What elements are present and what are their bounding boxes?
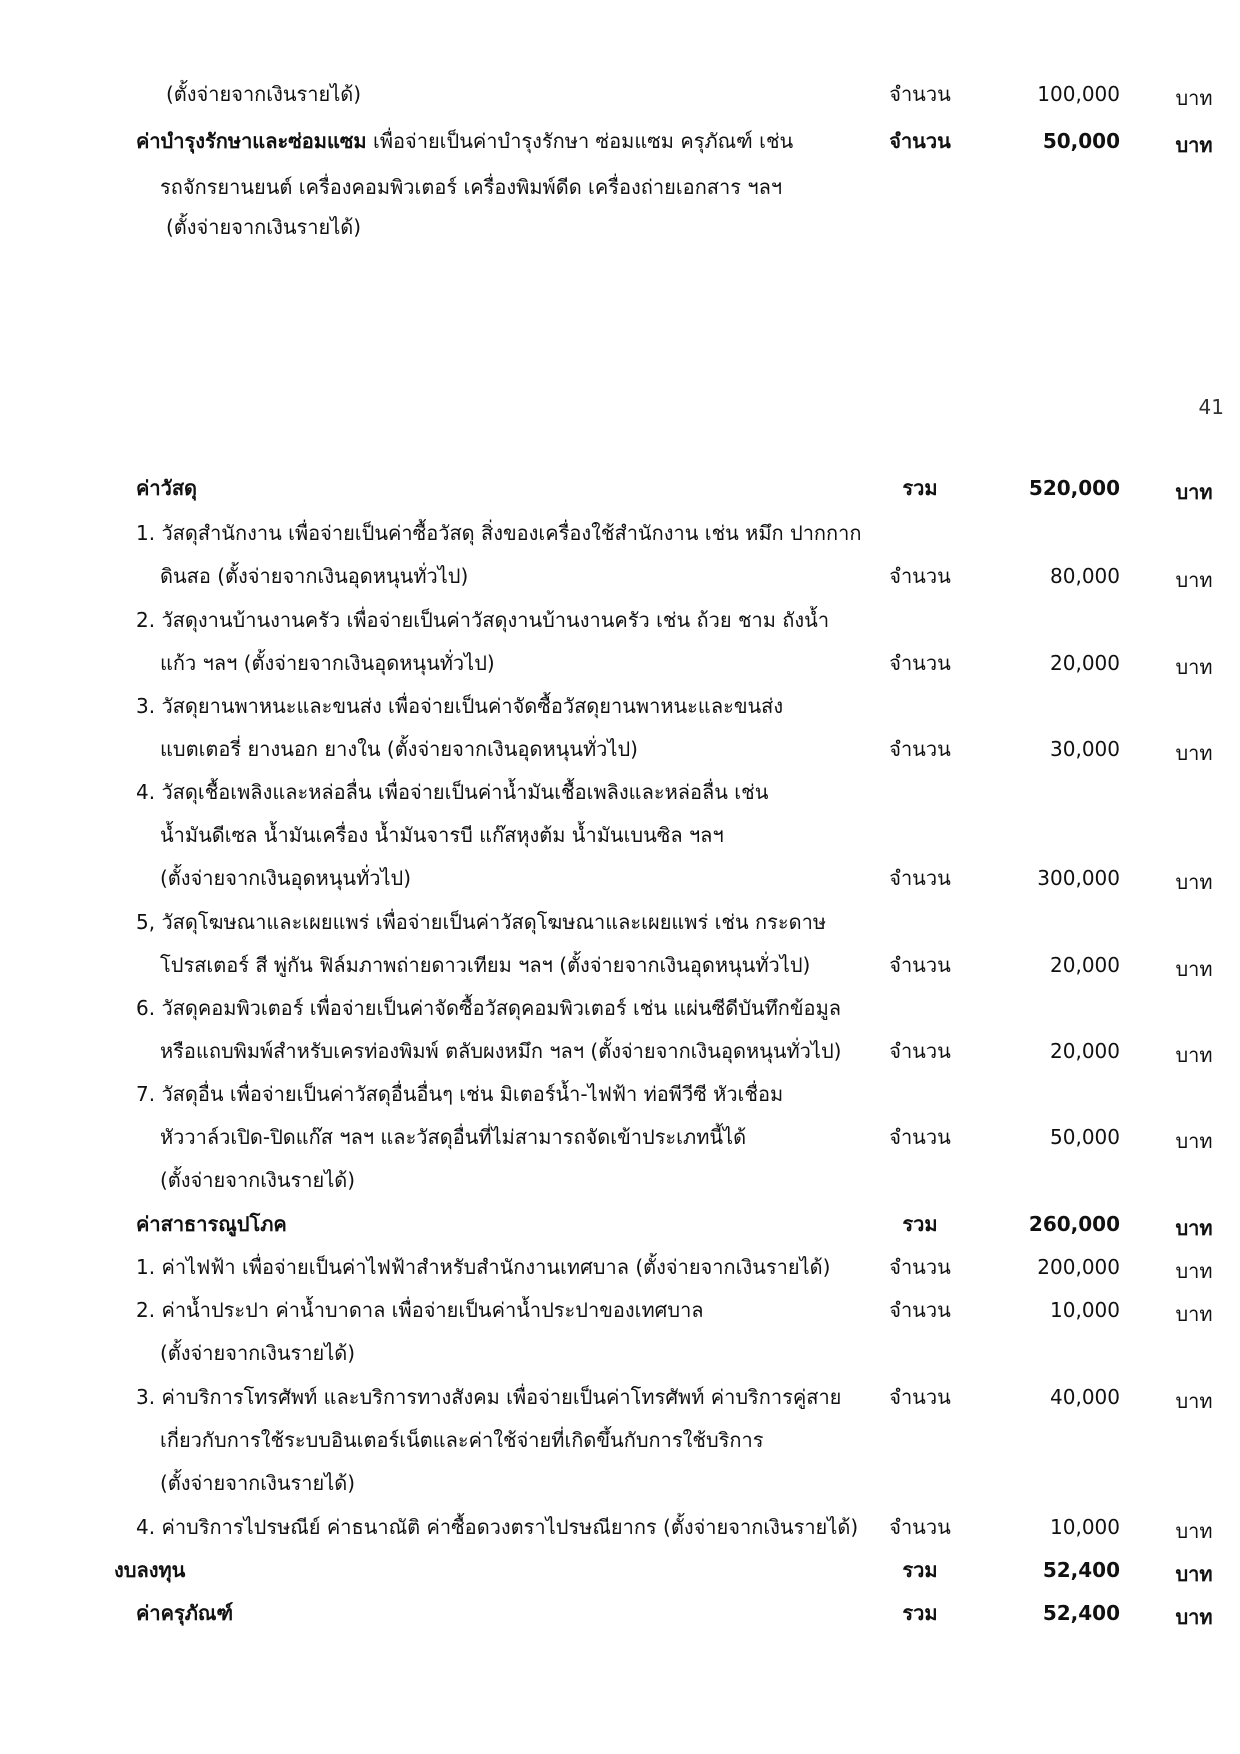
total-keyword: รวม bbox=[902, 1558, 938, 1582]
unit-label: บาท bbox=[1175, 1043, 1213, 1067]
amount-keyword: จำนวน bbox=[889, 1515, 951, 1539]
unit-label: บาท bbox=[1175, 1562, 1213, 1586]
amount-value: 100,000 bbox=[1037, 82, 1120, 106]
amount-value: 20,000 bbox=[1050, 953, 1120, 977]
total-keyword: รวม bbox=[902, 1601, 938, 1625]
list-item: 3. ค่าบริการโทรศัพท์ และบริการทางสังคม เพื่อจ่ายเป็นค่าโทรศัพท์ ค่าบริการคู่สาย bbox=[136, 1385, 842, 1409]
list-item-cont: หรือแถบพิมพ์สำหรับเครท่องพิมพ์ ตลับผงหมึก ฯลฯ (ตั้งจ่ายจากเงินอุดหนุนทั่วไป) bbox=[160, 1039, 842, 1063]
amount-keyword: จำนวน bbox=[889, 1298, 951, 1322]
list-item: 5, วัสดุโฆษณาและเผยแพร่ เพื่อจ่ายเป็นค่าวัสดุโฆษณาและเผยแพร่ เช่น กระดาษ bbox=[136, 910, 827, 934]
amount-value: 50,000 bbox=[1042, 129, 1120, 153]
amount-value: 20,000 bbox=[1050, 1039, 1120, 1063]
list-item: 6. วัสดุคอมพิวเตอร์ เพื่อจ่ายเป็นค่าจัดซื้อวัสดุคอมพิวเตอร์ เช่น แผ่นซีดีบันทึกข้อมูล bbox=[136, 996, 842, 1020]
list-item-cont: โปรสเตอร์ สี พู่กัน ฟิล์มภาพถ่ายดาวเทียม ฯลฯ (ตั้งจ่ายจากเงินอุดหนุนทั่วไป) bbox=[160, 953, 811, 977]
maintenance-title: ค่าบำรุงรักษาและซ่อมแซม bbox=[136, 129, 367, 153]
list-item: 3. วัสดุยานพาหนะและขนส่ง เพื่อจ่ายเป็นค่าจัดซื้อวัสดุยานพาหนะและขนส่ง bbox=[136, 694, 784, 718]
section-title-capital: งบลงทุน bbox=[114, 1558, 186, 1582]
list-item: 1. ค่าไฟฟ้า เพื่อจ่ายเป็นค่าไฟฟ้าสำหรับสำนักงานเทศบาล (ตั้งจ่ายจากเงินรายได้) bbox=[136, 1255, 831, 1279]
amount-keyword: จำนวน bbox=[889, 651, 951, 675]
total-value: 52,400 bbox=[1042, 1558, 1120, 1582]
list-item-cont: น้ำมันดีเซล น้ำมันเครื่อง น้ำมันจารบี แก๊สหุงต้ม น้ำมันเบนซิล ฯลฯ bbox=[160, 823, 724, 847]
amount-keyword: จำนวน bbox=[889, 737, 951, 761]
unit-label: บาท bbox=[1175, 741, 1213, 765]
amount-keyword: จำนวน bbox=[889, 953, 951, 977]
list-item: 7. วัสดุอื่น เพื่อจ่ายเป็นค่าวัสดุอื่นอื่นๆ เช่น มิเตอร์น้ำ-ไฟฟ้า ท่อพีวีซี หัวเชื่อม bbox=[136, 1082, 784, 1106]
list-item-cont: (ตั้งจ่ายจากเงินรายได้) bbox=[160, 1341, 356, 1365]
amount-value: 40,000 bbox=[1050, 1385, 1120, 1409]
funding-note: (ตั้งจ่ายจากเงินรายได้) bbox=[166, 82, 362, 106]
list-item-cont: ดินสอ (ตั้งจ่ายจากเงินอุดหนุนทั่วไป) bbox=[160, 564, 469, 588]
list-item: 4. ค่าบริการไปรษณีย์ ค่าธนาณัติ ค่าซื้อดวงตราไปรษณียากร (ตั้งจ่ายจากเงินรายได้) bbox=[136, 1515, 859, 1539]
unit-label: บาท bbox=[1175, 1216, 1213, 1240]
unit-label: บาท bbox=[1175, 870, 1213, 894]
amount-keyword: จำนวน bbox=[889, 1039, 951, 1063]
amount-value: 300,000 bbox=[1037, 866, 1120, 890]
unit-label: บาท bbox=[1175, 133, 1213, 157]
unit-label: บาท bbox=[1175, 86, 1213, 110]
list-item-cont: หัววาล์วเปิด-ปิดแก๊ส ฯลฯ และวัสดุอื่นที่ไม่สามารถจัดเข้าประเภทนี้ได้ bbox=[160, 1125, 747, 1149]
section-title-equipment: ค่าครุภัณฑ์ bbox=[136, 1601, 234, 1625]
total-value: 260,000 bbox=[1028, 1212, 1120, 1236]
section-title-materials: ค่าวัสดุ bbox=[136, 476, 198, 500]
amount-keyword: จำนวน bbox=[889, 1255, 951, 1279]
amount-value: 10,000 bbox=[1050, 1515, 1120, 1539]
amount-keyword: จำนวน bbox=[889, 1125, 951, 1149]
unit-label: บาท bbox=[1175, 655, 1213, 679]
maintenance-line-2: รถจักรยานยนต์ เครื่องคอมพิวเตอร์ เครื่องพิมพ์ดีด เครื่องถ่ายเอกสาร ฯลฯ bbox=[160, 175, 783, 199]
amount-value: 20,000 bbox=[1050, 651, 1120, 675]
unit-label: บาท bbox=[1175, 1129, 1213, 1153]
total-keyword: รวม bbox=[902, 476, 938, 500]
amount-value: 30,000 bbox=[1050, 737, 1120, 761]
total-value: 520,000 bbox=[1028, 476, 1120, 500]
unit-label: บาท bbox=[1175, 1302, 1213, 1326]
unit-label: บาท bbox=[1175, 957, 1213, 981]
unit-label: บาท bbox=[1175, 1605, 1213, 1629]
maintenance-description: เพื่อจ่ายเป็นค่าบำรุงรักษา ซ่อมแซม ครุภัณฑ์ เช่น bbox=[366, 129, 794, 153]
amount-keyword: จำนวน bbox=[889, 564, 951, 588]
list-item-cont: (ตั้งจ่ายจากเงินรายได้) bbox=[160, 1168, 356, 1192]
amount-value: 80,000 bbox=[1050, 564, 1120, 588]
list-item-cont: เกี่ยวกับการใช้ระบบอินเตอร์เน็ตและค่าใช้จ่ายที่เกิดขึ้นกับการใช้บริการ bbox=[160, 1428, 764, 1452]
amount-keyword: จำนวน bbox=[889, 1385, 951, 1409]
amount-keyword: จำนวน bbox=[889, 82, 951, 106]
unit-label: บาท bbox=[1175, 1259, 1213, 1283]
maintenance-line-1 bbox=[136, 127, 793, 155]
list-item: 2. ค่าน้ำประปา ค่าน้ำบาดาล เพื่อจ่ายเป็นค่าน้ำประปาของเทศบาล bbox=[136, 1298, 704, 1322]
list-item: 4. วัสดุเชื้อเพลิงและหล่อลื่น เพื่อจ่ายเป็นค่าน้ำมันเชื้อเพลิงและหล่อลื่น เช่น bbox=[136, 780, 769, 804]
amount-value: 50,000 bbox=[1050, 1125, 1120, 1149]
unit-label: บาท bbox=[1175, 480, 1213, 504]
unit-label: บาท bbox=[1175, 1519, 1213, 1543]
amount-value: 10,000 bbox=[1050, 1298, 1120, 1322]
list-item-cont: (ตั้งจ่ายจากเงินอุดหนุนทั่วไป) bbox=[160, 866, 412, 890]
page-number: 41 bbox=[1198, 395, 1224, 419]
list-item: 1. วัสดุสำนักงาน เพื่อจ่ายเป็นค่าซื้อวัสดุ สิ่งของเครื่องใช้สำนักงาน เช่น หมึก ปากกาก bbox=[136, 521, 862, 545]
amount-value: 200,000 bbox=[1037, 1255, 1120, 1279]
unit-label: บาท bbox=[1175, 568, 1213, 592]
section-title-utilities: ค่าสาธารณูปโภค bbox=[136, 1212, 287, 1236]
amount-keyword: จำนวน bbox=[889, 866, 951, 890]
list-item-cont: แก้ว ฯลฯ (ตั้งจ่ายจากเงินอุดหนุนทั่วไป) bbox=[160, 651, 495, 675]
list-item: 2. วัสดุงานบ้านงานครัว เพื่อจ่ายเป็นค่าวัสดุงานบ้านงานครัว เช่น ถ้วย ชาม ถังน้ำ bbox=[136, 608, 830, 632]
total-value: 52,400 bbox=[1042, 1601, 1120, 1625]
amount-keyword: จำนวน bbox=[889, 129, 951, 153]
list-item-cont: (ตั้งจ่ายจากเงินรายได้) bbox=[160, 1471, 356, 1495]
unit-label: บาท bbox=[1175, 1389, 1213, 1413]
total-keyword: รวม bbox=[902, 1212, 938, 1236]
list-item-cont: แบตเตอรี่ ยางนอก ยางใน (ตั้งจ่ายจากเงินอุดหนุนทั่วไป) bbox=[160, 737, 638, 761]
maintenance-line-3: (ตั้งจ่ายจากเงินรายได้) bbox=[166, 215, 362, 239]
